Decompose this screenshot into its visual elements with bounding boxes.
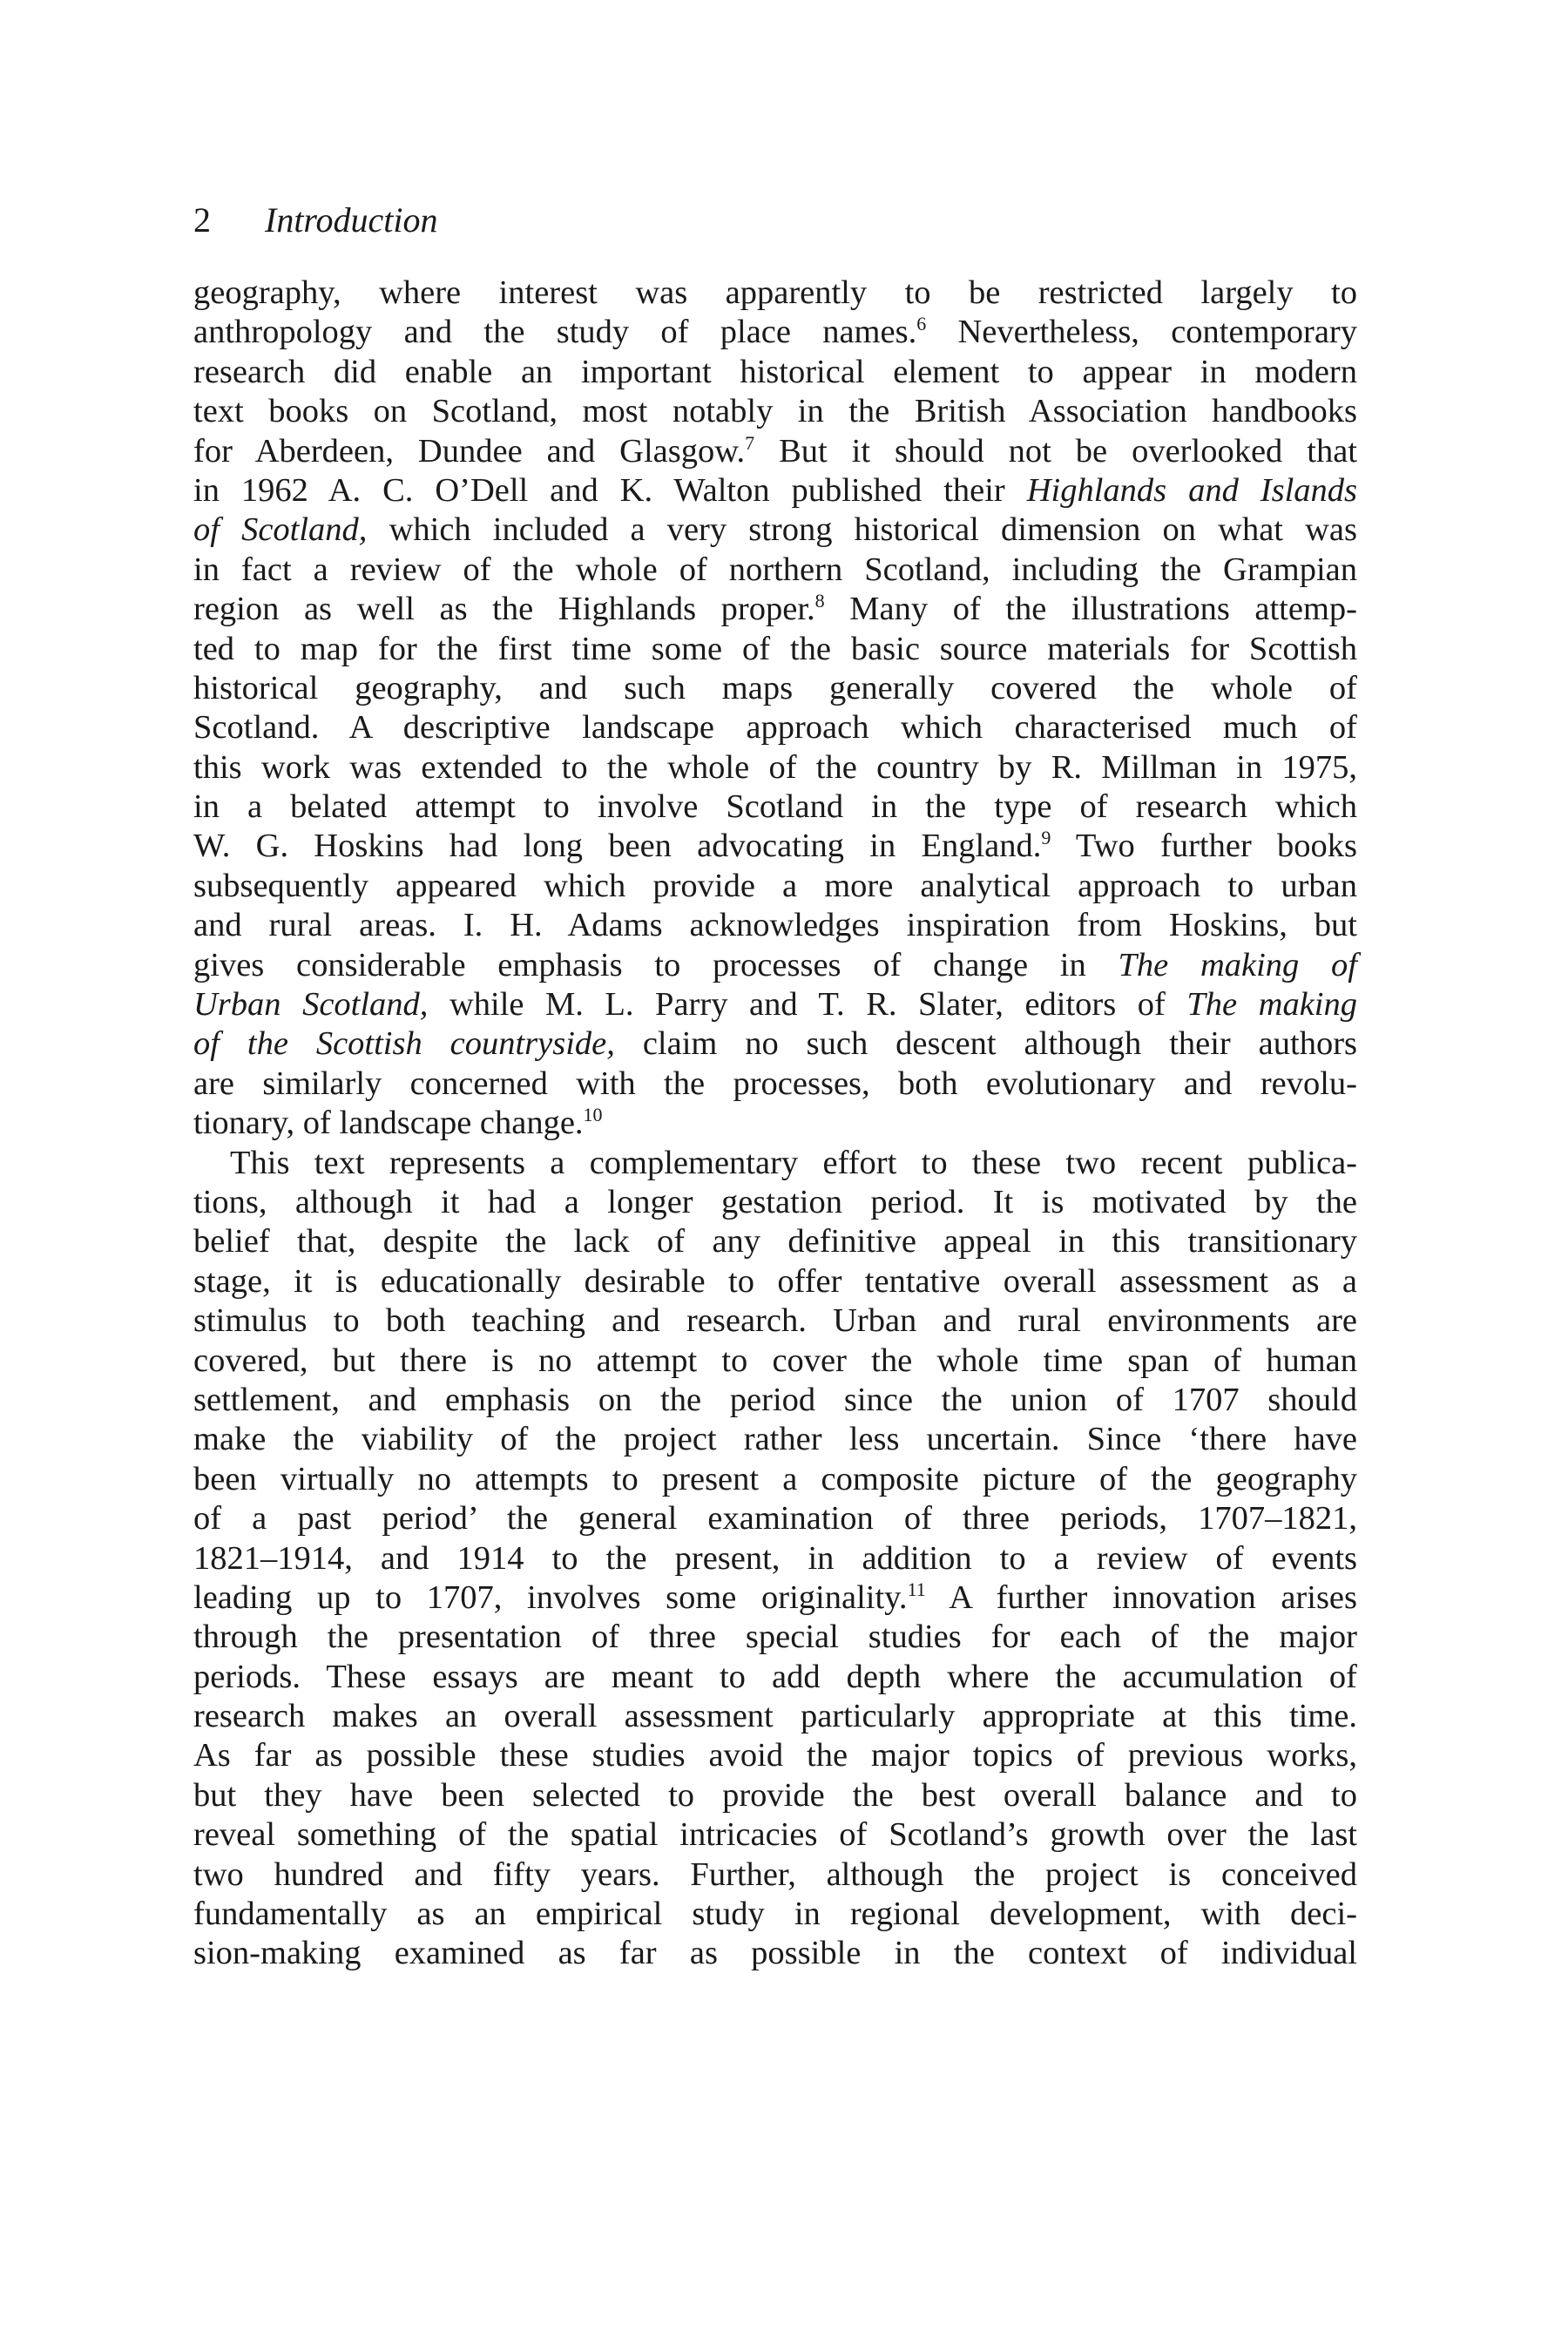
text-line: [193, 748, 1357, 787]
page-number: 2: [193, 200, 211, 240]
text-run: belief that, despite the lack of any definitive appeal in this transitionary: [193, 1223, 1357, 1260]
italic-title: Highlands and Islands: [1026, 471, 1357, 509]
text-line: [193, 353, 1357, 392]
text-run: two hundred and fifty years. Further, although the project is conceived: [193, 1855, 1357, 1893]
footnote-ref: 9: [1041, 827, 1051, 849]
text-line: [193, 787, 1357, 827]
text-run: historical geography, and such maps generally covered the whole of: [193, 669, 1357, 706]
text-run: covered, but there is no attempt to cover the whole time span of human: [193, 1342, 1357, 1379]
text-line: [193, 1618, 1357, 1657]
text-run: Two further books: [1051, 828, 1357, 865]
text-line: [193, 1460, 1357, 1499]
text-line: [193, 1658, 1357, 1697]
text-line: [193, 432, 1357, 471]
text-run: periods. These essays are meant to add depth where the accumulation of: [193, 1658, 1357, 1695]
text-line: [193, 1183, 1357, 1222]
text-run: and rural areas. I. H. Adams acknowledges inspiration from Hoskins, but: [193, 907, 1357, 944]
text-run: region as well as the Highlands proper.: [193, 591, 815, 628]
text-line: [193, 510, 1357, 550]
text-line: [193, 1222, 1357, 1261]
paragraph: [193, 274, 1357, 1144]
text-run: text books on Scotland, most notably in the British Association handbooks: [193, 393, 1357, 430]
text-run: stimulus to both teaching and research. Urban and rural environments are: [193, 1302, 1357, 1340]
text-line: [193, 392, 1357, 431]
text-run: this work was extended to the whole of the country by R. Millman in 1975,: [193, 748, 1357, 786]
italic-title: The making: [1186, 986, 1357, 1024]
text-line: [193, 1895, 1357, 1934]
text-line: [193, 669, 1357, 708]
text-line: [193, 313, 1357, 352]
text-line: [193, 1024, 1357, 1064]
text-line: [193, 1144, 1357, 1183]
italic-title: Urban Scotland,: [193, 986, 429, 1024]
paragraph: [193, 1144, 1357, 1974]
text-run: research makes an overall assessment particularly appropriate at this time.: [193, 1698, 1357, 1735]
text-line: [193, 946, 1357, 985]
running-head: [193, 199, 438, 242]
text-line: [193, 1381, 1357, 1420]
text-run: settlement, and emphasis on the period since the union of 1707 should: [193, 1381, 1357, 1418]
text-line: [193, 1420, 1357, 1459]
text-run: for Aberdeen, Dundee and Glasgow.: [193, 432, 746, 470]
text-line: [193, 1855, 1357, 1895]
text-run: A further innovation arises: [925, 1578, 1358, 1616]
text-line: [193, 1301, 1357, 1341]
text-line: [193, 1697, 1357, 1736]
footnote-ref: 11: [907, 1578, 926, 1600]
text-run: leading up to 1707, involves some originality.: [193, 1578, 908, 1616]
text-run: anthropology and the study of place names.: [193, 314, 917, 351]
footnote-ref: 6: [916, 313, 927, 335]
text-run: are similarly concerned with the processes, both evolutionary and revolu-: [193, 1064, 1357, 1102]
text-run: gives considerable emphasis to processes of change in: [193, 946, 1119, 983]
italic-title: The making of: [1118, 946, 1357, 983]
text-run: claim no such descent although their authors: [614, 1025, 1358, 1063]
text-run: of a past period’ the general examination of three periods, 1707–1821,: [193, 1500, 1357, 1538]
text-run: subsequently appeared which provide a more analytical approach to urban: [193, 867, 1357, 904]
text-run: through the presentation of three special studies for each of the major: [193, 1619, 1357, 1656]
text-line: [193, 708, 1357, 747]
text-line: [193, 827, 1357, 866]
footnote-ref: 10: [583, 1104, 603, 1126]
text-line: [193, 1064, 1357, 1104]
text-line: [193, 867, 1357, 906]
text-run: sion-making examined as far as possible in the context of individual: [193, 1935, 1357, 1972]
text-line: [193, 1342, 1357, 1381]
text-line: [193, 274, 1357, 313]
text-run: W. G. Hoskins had long been advocating in England.: [193, 828, 1042, 865]
text-run: in 1962 A. C. O’Dell and K. Walton published their: [193, 471, 1027, 509]
text-run: tionary, of landscape change.: [193, 1105, 584, 1142]
text-run: ted to map for the first time some of the basic source materials for Scottish: [193, 630, 1357, 667]
text-line: [193, 1499, 1357, 1538]
body-text: [193, 274, 1357, 1974]
text-run: As far as possible these studies avoid the major topics of previous works,: [193, 1737, 1357, 1774]
text-run: research did enable an important historical element to appear in modern: [193, 353, 1357, 390]
text-run: 1821–1914, and 1914 to the present, in addition to a review of events: [193, 1539, 1357, 1577]
text-run: fundamentally as an empirical study in regional development, with deci-: [193, 1896, 1357, 1933]
text-line: [193, 985, 1357, 1024]
italic-title: of the Scottish countryside,: [193, 1025, 615, 1063]
text-run: which included a very strong historical dimension on what was: [367, 511, 1357, 549]
italic-title: of Scotland,: [193, 511, 368, 549]
text-run: stage, it is educationally desirable to offer tentative overall assessment as a: [193, 1262, 1357, 1300]
text-run: Nevertheless, contemporary: [926, 314, 1357, 351]
text-run: in fact a review of the whole of northern Scotland, including the Grampian: [193, 551, 1357, 588]
footnote-ref: 8: [814, 590, 825, 612]
text-run: been virtually no attempts to present a composite picture of the geography: [193, 1460, 1357, 1497]
text-line: [193, 1736, 1357, 1775]
text-run: Many of the illustrations attemp-: [824, 591, 1357, 628]
text-line: [193, 590, 1357, 629]
text-line: [193, 1104, 1357, 1143]
text-line: [193, 1262, 1357, 1301]
footnote-ref: 7: [745, 431, 755, 454]
chapter-title: Introduction: [265, 200, 438, 240]
text-line: [193, 471, 1357, 510]
text-run: geography, where interest was apparently to be restricted largely to: [193, 274, 1357, 311]
text-run: reveal something of the spatial intricacies of Scotland’s growth over the last: [193, 1816, 1357, 1854]
text-run: in a belated attempt to involve Scotland in the type of research which: [193, 788, 1357, 826]
text-run: This text represents a complementary effort to these two recent publica-: [230, 1144, 1357, 1181]
text-run: while M. L. Parry and T. R. Slater, editors of: [428, 986, 1187, 1024]
text-line: [193, 630, 1357, 669]
text-line: [193, 1776, 1357, 1815]
text-run: but they have been selected to provide the best overall balance and to: [193, 1776, 1357, 1814]
text-run: Scotland. A descriptive landscape approach which characterised much of: [193, 709, 1357, 747]
text-line: [193, 1815, 1357, 1855]
text-line: [193, 1539, 1357, 1578]
text-run: But it should not be overlooked that: [754, 432, 1357, 470]
text-run: make the viability of the project rather less uncertain. Since ‘there have: [193, 1421, 1357, 1458]
text-line: [193, 1578, 1357, 1618]
text-run: tions, although it had a longer gestation period. It is motivated by the: [193, 1183, 1357, 1220]
text-line: [193, 906, 1357, 945]
text-line: [193, 1934, 1357, 1973]
text-line: [193, 551, 1357, 590]
